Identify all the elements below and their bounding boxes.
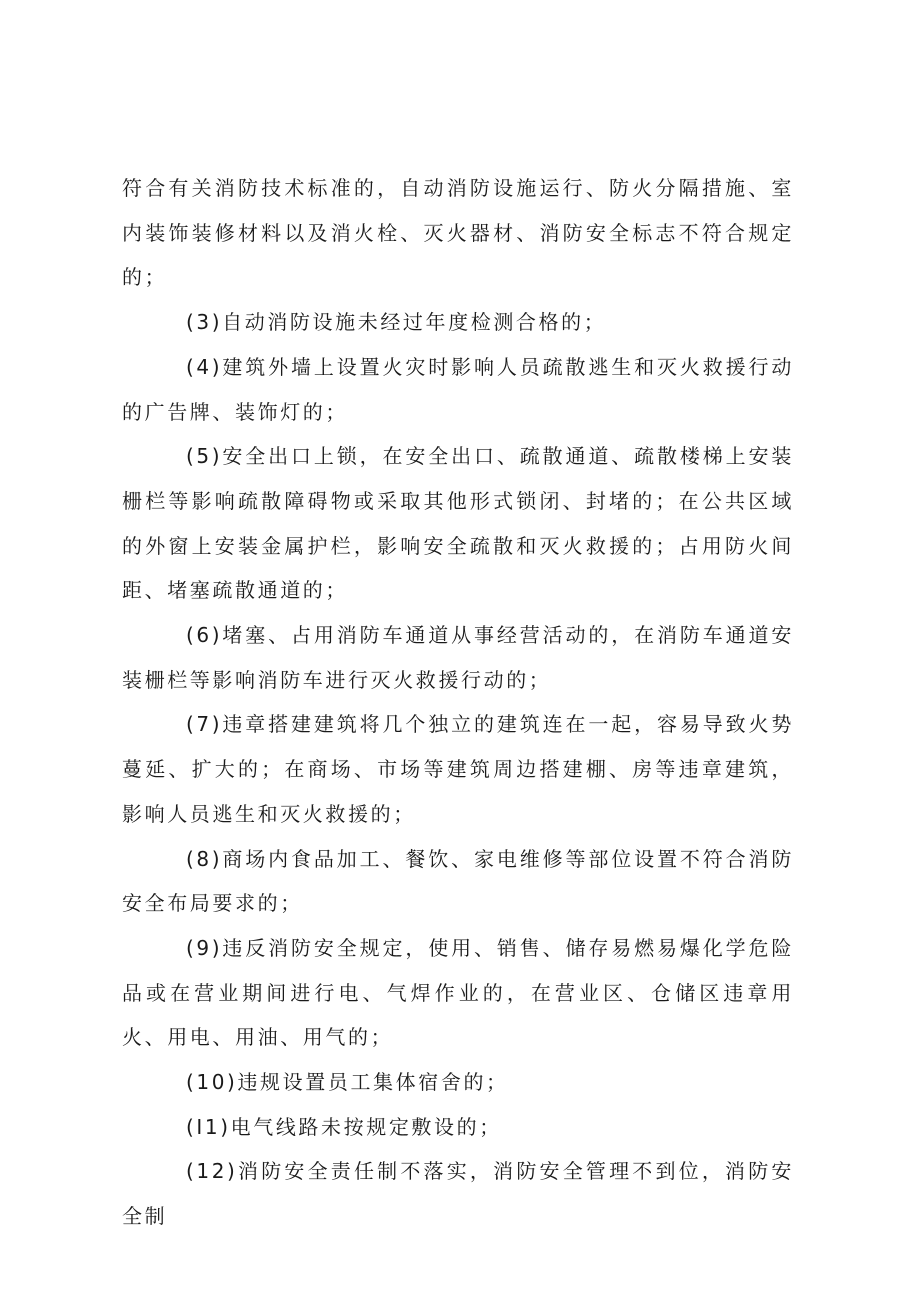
paragraph-item-12: (12)消防安全责任制不落实，消防安全管理不到位，消防安全制 [122, 1159, 794, 1229]
paragraph-item-10: (10)违规设置员工集体宿舍的； [186, 1070, 509, 1095]
paragraph-item-7: (7)违章搭建建筑将几个独立的建筑连在一起，容易导致火势蔓延、扩大的；在商场、市场等建筑周边搭建棚、房等违章建筑，影响人员逃生和灭火救援的； [122, 712, 794, 826]
paragraph-item-3: (3)自动消防设施未经过年度检测合格的； [186, 310, 607, 335]
paragraph-item-4: (4)建筑外墙上设置火灾时影响人员疏散逃生和灭火救援行动的广告牌、装饰灯的； [122, 354, 794, 424]
paragraph-continuation: 符合有关消防技术标准的，自动消防设施运行、防火分隔措施、室内装饰装修材料以及消火栓、灭火器材、消防安全标志不符合规定的； [122, 176, 794, 290]
paragraph-item-5: (5)安全出口上锁，在安全出口、疏散通道、疏散楼梯上安装栅栏等影响疏散障碍物或采取其他形式锁闭、封堵的；在公共区域的外窗上安装金属护栏，影响安全疏散和灭火救援的；占用防火间距、堵塞疏散通道的； [122, 444, 794, 603]
paragraph-item-11: (I1)电气线路未按规定敷设的； [186, 1114, 502, 1139]
body-text [122, 166, 794, 1239]
paragraph-item-6: (6)堵塞、占用消防车通道从事经营活动的，在消防车通道安装栅栏等影响消防车进行灭火救援行动的； [122, 623, 794, 692]
paragraph-item-9: (9)违反消防安全规定，使用、销售、储存易燃易爆化学危险品或在营业期间进行电、气焊作业的，在营业区、仓储区违章用火、用电、用油、用气的； [122, 935, 794, 1050]
paragraph-item-8: (8)商场内食品加工、餐饮、家电维修等部位设置不符合消防安全布局要求的； [122, 846, 794, 916]
